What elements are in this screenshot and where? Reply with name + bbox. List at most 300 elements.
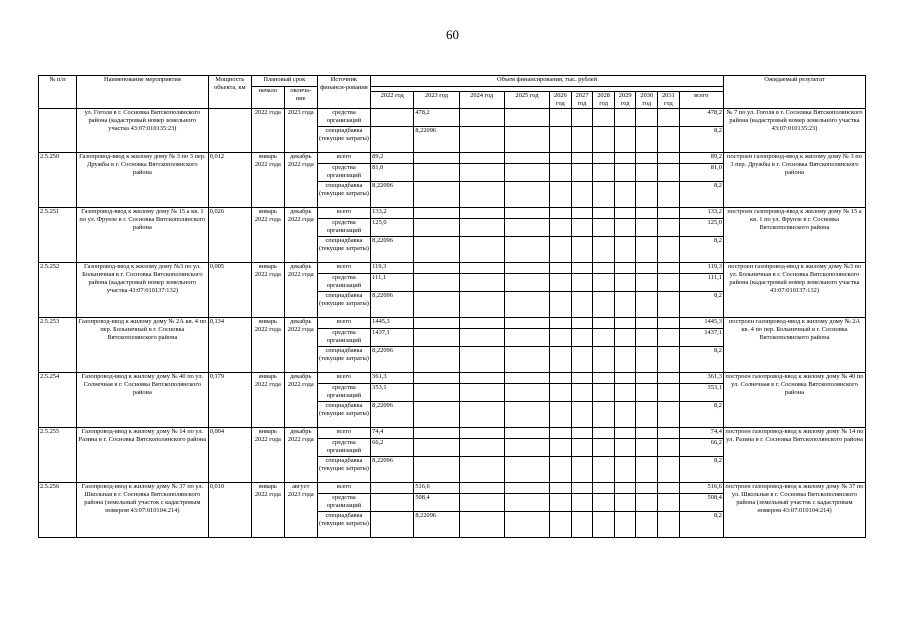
header-volume: Объем финансирования, тыс. рублей [371, 76, 724, 87]
header-name: Наименование мероприятия [77, 76, 209, 109]
row-name: Газопровод-ввод к жилому дому № 14 по ул. Разина в г. Сосновка Вятскополянского района [77, 428, 209, 483]
source-org: средства организаций [317, 439, 370, 457]
cell-2022 [371, 494, 414, 512]
row-start: январь 2022 года [251, 428, 284, 483]
cell-2030 [636, 237, 658, 263]
source-org: средства организаций [317, 274, 370, 292]
row-num: 2.5.253 [39, 318, 77, 373]
cell-2027 [571, 402, 593, 428]
block-result: № 7 по ул. Гоголя в г. Сосновка Вятскополянского района (кадастровый номер земельного участка 43:07:010135:23) [723, 109, 865, 153]
source-total: всего [317, 318, 370, 329]
cell-2026 [550, 153, 572, 164]
cell-2028 [593, 208, 615, 219]
cell-2030 [636, 439, 658, 457]
cell-2029 [614, 347, 636, 373]
cell-2022: 353,1 [371, 384, 414, 402]
cell-2023 [414, 274, 459, 292]
cell-2028 [593, 439, 615, 457]
cell-2025 [504, 263, 549, 274]
cell-2029 [614, 318, 636, 329]
cell-2028 [593, 402, 615, 428]
cell-2025 [504, 274, 549, 292]
source-org: средства организаций [317, 219, 370, 237]
cell-total: 8,2 [679, 457, 723, 483]
cell-2025 [504, 127, 549, 153]
cell-2022 [371, 127, 414, 153]
cell-total: 1445,3 [679, 318, 723, 329]
cell-2025 [504, 347, 549, 373]
cell-2029 [614, 512, 636, 538]
cell-2029 [614, 402, 636, 428]
cell-2031 [658, 182, 680, 208]
cell-2024 [459, 109, 504, 127]
cell-2025 [504, 153, 549, 164]
cell-2031 [658, 127, 680, 153]
cell-2025 [504, 237, 549, 263]
cell-2028 [593, 263, 615, 274]
financing-table [38, 75, 866, 538]
row-result: построен газопровод-ввод к жилому дому № 15 а кв. 1 по ул. Фрунзе в г. Сосновка Вятскополянского района [723, 208, 865, 263]
cell-2026 [550, 512, 572, 538]
cell-2026 [550, 329, 572, 347]
cell-2031 [658, 263, 680, 274]
source-spec: спецнадбавка (текущие затраты) [317, 182, 370, 208]
cell-2030 [636, 182, 658, 208]
row-start: январь 2022 года [251, 208, 284, 263]
cell-2024 [459, 182, 504, 208]
row-start: январь 2022 года [251, 373, 284, 428]
table-row [39, 318, 866, 329]
cell-2022: 119,3 [371, 263, 414, 274]
cell-2029 [614, 263, 636, 274]
source-total: всего [317, 263, 370, 274]
cell-2022: 8,22096 [371, 237, 414, 263]
row-end: август 2023 года [284, 483, 317, 538]
cell-2023 [414, 153, 459, 164]
cell-2026 [550, 274, 572, 292]
cell-2026 [550, 292, 572, 318]
row-start: январь 2022 года [251, 483, 284, 538]
cell-2031 [658, 318, 680, 329]
header-result: Ожидаемый результат [723, 76, 865, 109]
cell-2028 [593, 384, 615, 402]
header-year: 2031 год [658, 92, 680, 109]
cell-2029 [614, 208, 636, 219]
cell-total: 508,4 [679, 494, 723, 512]
cell-2029 [614, 373, 636, 384]
cell-2027 [571, 109, 593, 127]
cell-2028 [593, 237, 615, 263]
table-row [39, 263, 866, 274]
cell-2029 [614, 153, 636, 164]
cell-2025 [504, 208, 549, 219]
cell-2027 [571, 153, 593, 164]
cell-2025 [504, 182, 549, 208]
cell-2026 [550, 109, 572, 127]
source-spec: спецнадбавка (текущие затраты) [317, 402, 370, 428]
header-total: всего [679, 92, 723, 109]
cell-2023 [414, 347, 459, 373]
cell-2022: 133,2 [371, 208, 414, 219]
cell-2029 [614, 292, 636, 318]
source-spec: спецнадбавка (текущие затраты) [317, 512, 370, 538]
row-name: Газопровод-ввод к жилому дому № 2А кв. 4 по пер. Больничный в г. Сосновка Вятскополянского района [77, 318, 209, 373]
header-year: 2028 год [593, 92, 615, 109]
cell-2024 [459, 494, 504, 512]
row-name: Газопровод-ввод к жилому дому №3 по ул. Больничная в г. Сосновка Вятскополянского района (кадастровый номер земельного участка 43:07:010137:132) [77, 263, 209, 318]
row-capacity: 0,005 [208, 263, 251, 318]
cell-2031 [658, 164, 680, 182]
cell-2023 [414, 292, 459, 318]
cell-2023 [414, 329, 459, 347]
page-number: 60 [446, 27, 459, 42]
cell-2028 [593, 428, 615, 439]
cell-2022: 66,2 [371, 439, 414, 457]
cell-2028 [593, 318, 615, 329]
cell-2025 [504, 402, 549, 428]
cell-2029 [614, 219, 636, 237]
table-row [39, 208, 866, 219]
source-total: всего [317, 373, 370, 384]
cell-2031 [658, 457, 680, 483]
cell-2024 [459, 219, 504, 237]
cell-2024 [459, 263, 504, 274]
cell-2022: 125,0 [371, 219, 414, 237]
cell-2028 [593, 494, 615, 512]
cell-2024 [459, 237, 504, 263]
header-term-start: начало [251, 87, 284, 109]
cell-2031 [658, 109, 680, 127]
source-total: всего [317, 153, 370, 164]
cell-2028 [593, 347, 615, 373]
cell-2029 [614, 439, 636, 457]
cell-2023 [414, 402, 459, 428]
cell-2029 [614, 237, 636, 263]
block-capacity [208, 109, 251, 153]
cell-2029 [614, 457, 636, 483]
cell-2030 [636, 127, 658, 153]
cell-2030 [636, 153, 658, 164]
row-start: январь 2022 года [251, 263, 284, 318]
cell-total: 8,2 [679, 402, 723, 428]
cell-2031 [658, 347, 680, 373]
cell-2026 [550, 494, 572, 512]
cell-2031 [658, 402, 680, 428]
row-result: построен газопровод-ввод к жилому дому №3 по ул. Больничная в г. Сосновка Вятскополянского района (кадастровый номер земельного участка 43:07:010137:132) [723, 263, 865, 318]
cell-2027 [571, 384, 593, 402]
cell-2030 [636, 274, 658, 292]
row-name: Газопровод-ввод к жилому дому № 37 по ул. Школьная в г. Сосновка Вятскополянского района (земельный участок с кадастровым номером 43:07:010104:214) [77, 483, 209, 538]
cell-2022: 8,22096 [371, 182, 414, 208]
cell-2024 [459, 329, 504, 347]
source-org: средства организаций [317, 384, 370, 402]
header-year: 2023 год [414, 92, 459, 109]
cell-2024 [459, 164, 504, 182]
source-org: средства организаций [317, 329, 370, 347]
cell-2031 [658, 219, 680, 237]
cell-2027 [571, 483, 593, 494]
cell-2028 [593, 457, 615, 483]
cell-total: 8,2 [679, 347, 723, 373]
cell-2025 [504, 457, 549, 483]
cell-2031 [658, 512, 680, 538]
cell-2025 [504, 384, 549, 402]
cell-2031 [658, 494, 680, 512]
cell-2030 [636, 512, 658, 538]
cell-2025 [504, 329, 549, 347]
cell-2025 [504, 494, 549, 512]
cell-2030 [636, 109, 658, 127]
cell-2023 [414, 439, 459, 457]
cell-2027 [571, 219, 593, 237]
header-term: Плановый срок [251, 76, 317, 87]
cell-total: 111,1 [679, 274, 723, 292]
header-term-end: оконча-ние [284, 87, 317, 109]
cell-2026 [550, 439, 572, 457]
header-year: 2024 год [459, 92, 504, 109]
cell-2022 [371, 483, 414, 494]
source-spec: спецнадбавка (текущие затраты) [317, 457, 370, 483]
cell-2027 [571, 182, 593, 208]
source-spec: спецнадбавка (текущие затраты) [317, 127, 370, 153]
cell-total: 8,2 [679, 182, 723, 208]
source-org: средства организаций [317, 494, 370, 512]
cell-2027 [571, 373, 593, 384]
row-start: январь 2022 года [251, 153, 284, 208]
cell-2031 [658, 208, 680, 219]
row-name: Газопровод-ввод к жилому дому № 40 по ул. Солнечная в г. Сосновка Вятскополянского района [77, 373, 209, 428]
cell-2029 [614, 329, 636, 347]
row-num: 2.5.254 [39, 373, 77, 428]
cell-2025 [504, 164, 549, 182]
source-spec: спецнадбавка (текущие затраты) [317, 292, 370, 318]
cell-2022: 8,22096 [371, 402, 414, 428]
cell-2030 [636, 347, 658, 373]
cell-total: 353,1 [679, 384, 723, 402]
cell-2022: 81,0 [371, 164, 414, 182]
cell-2028 [593, 373, 615, 384]
cell-2030 [636, 164, 658, 182]
cell-2029 [614, 182, 636, 208]
cell-2023 [414, 263, 459, 274]
cell-2023 [414, 237, 459, 263]
table-row [39, 153, 866, 164]
cell-2027 [571, 164, 593, 182]
header-year: 2027 год [571, 92, 593, 109]
cell-2031 [658, 428, 680, 439]
row-name: Газопровод-ввод к жилому дому № 15 а кв. 1 по ул. Фрунзе в г. Сосновка Вятскополянского района [77, 208, 209, 263]
cell-2026 [550, 457, 572, 483]
cell-2027 [571, 428, 593, 439]
cell-2023 [414, 384, 459, 402]
row-capacity: 0,026 [208, 208, 251, 263]
cell-2031 [658, 329, 680, 347]
cell-2027 [571, 208, 593, 219]
cell-2027 [571, 457, 593, 483]
cell-2025 [504, 512, 549, 538]
cell-2024 [459, 127, 504, 153]
cell-2026 [550, 483, 572, 494]
cell-2022: 8,22096 [371, 292, 414, 318]
cell-2025 [504, 109, 549, 127]
cell-2023: 478,2 [414, 109, 459, 127]
row-result: построен газопровод-ввод к жилому дому № 2А кв. 4 по пер. Больничный в г. Сосновка Вятскополянского района [723, 318, 865, 373]
cell-2029 [614, 494, 636, 512]
cell-2031 [658, 237, 680, 263]
cell-2022 [371, 512, 414, 538]
cell-2028 [593, 153, 615, 164]
cell-2029 [614, 127, 636, 153]
cell-2030 [636, 329, 658, 347]
cell-2022: 1445,3 [371, 318, 414, 329]
cell-2030 [636, 384, 658, 402]
cell-2028 [593, 164, 615, 182]
cell-2022: 89,2 [371, 153, 414, 164]
source-spec: спецнадбавка (текущие затраты) [317, 237, 370, 263]
header-year: 2022 год [371, 92, 414, 109]
cell-2027 [571, 127, 593, 153]
cell-2026 [550, 373, 572, 384]
cell-total: 66,2 [679, 439, 723, 457]
cell-2027 [571, 237, 593, 263]
cell-2026 [550, 237, 572, 263]
cell-2023 [414, 208, 459, 219]
cell-2023 [414, 164, 459, 182]
cell-2027 [571, 512, 593, 538]
cell-2025 [504, 483, 549, 494]
cell-2023: 8,22096 [414, 127, 459, 153]
table-row [39, 373, 866, 384]
cell-2027 [571, 329, 593, 347]
source-total: всего [317, 483, 370, 494]
cell-2025 [504, 373, 549, 384]
source-org: средства организаций [317, 164, 370, 182]
cell-2023 [414, 318, 459, 329]
cell-2023 [414, 182, 459, 208]
cell-2030 [636, 483, 658, 494]
cell-2031 [658, 373, 680, 384]
cell-2027 [571, 347, 593, 373]
cell-2031 [658, 439, 680, 457]
cell-2023 [414, 373, 459, 384]
cell-2029 [614, 428, 636, 439]
cell-2025 [504, 439, 549, 457]
cell-2025 [504, 292, 549, 318]
cell-2024 [459, 483, 504, 494]
header-num: № п/п [39, 76, 77, 109]
cell-2026 [550, 127, 572, 153]
row-capacity: 0,010 [208, 483, 251, 538]
row-num: 2.5.251 [39, 208, 77, 263]
row-capacity: 0,004 [208, 428, 251, 483]
cell-2031 [658, 153, 680, 164]
source-total: всего [317, 428, 370, 439]
cell-2027 [571, 292, 593, 318]
table-row [39, 483, 866, 494]
cell-2024 [459, 402, 504, 428]
cell-2022 [371, 109, 414, 127]
cell-2024 [459, 428, 504, 439]
cell-total: 478,2 [679, 109, 723, 127]
header-year: 2026 год [550, 92, 572, 109]
header-year: 2025 год [504, 92, 549, 109]
cell-total: 81,0 [679, 164, 723, 182]
row-num: 2.5.250 [39, 153, 77, 208]
cell-2026 [550, 164, 572, 182]
cell-2029 [614, 274, 636, 292]
cell-2030 [636, 457, 658, 483]
cell-2025 [504, 219, 549, 237]
cell-2022: 361,3 [371, 373, 414, 384]
row-name: Газопровод-ввод к жилому дому № 3 по 3 пер. Дружбы в г. Сосновка Вятскополянского района [77, 153, 209, 208]
cell-2030 [636, 219, 658, 237]
cell-2030 [636, 428, 658, 439]
cell-2024 [459, 373, 504, 384]
cell-2027 [571, 274, 593, 292]
cell-2024 [459, 292, 504, 318]
cell-total: 8,2 [679, 292, 723, 318]
cell-2028 [593, 274, 615, 292]
cell-2030 [636, 494, 658, 512]
cell-2027 [571, 439, 593, 457]
row-num: 2.5.255 [39, 428, 77, 483]
cell-2025 [504, 318, 549, 329]
cell-2023: 516,6 [414, 483, 459, 494]
cell-2030 [636, 208, 658, 219]
row-end: декабрь 2022 года [284, 153, 317, 208]
row-end: декабрь 2022 года [284, 208, 317, 263]
cell-2028 [593, 483, 615, 494]
cell-2030 [636, 263, 658, 274]
cell-2024 [459, 208, 504, 219]
cell-2026 [550, 384, 572, 402]
cell-2031 [658, 384, 680, 402]
cell-2028 [593, 512, 615, 538]
cell-2024 [459, 384, 504, 402]
cell-total: 125,0 [679, 219, 723, 237]
cell-total: 89,2 [679, 153, 723, 164]
row-result: построен газопровод-ввод к жилому дому № 3 по 3 пер. Дружбы в г. Сосновка Вятскополянского района [723, 153, 865, 208]
row-num: 2.5.256 [39, 483, 77, 538]
header-year: 2029 год [614, 92, 636, 109]
cell-total: 8,2 [679, 237, 723, 263]
cell-2029 [614, 109, 636, 127]
row-end: декабрь 2022 года [284, 428, 317, 483]
cell-total: 74,4 [679, 428, 723, 439]
cell-2031 [658, 292, 680, 318]
cell-2029 [614, 384, 636, 402]
row-num: 2.5.252 [39, 263, 77, 318]
block-name: ул. Гоголя в г. Сосновка Вятскополянского района (кадастровый номер земельного участка 43:07:010135:23) [77, 109, 209, 153]
cell-2023: 508,4 [414, 494, 459, 512]
row-result: построен газопровод-ввод к жилому дому № 14 по ул. Разина в г. Сосновка Вятскополянского района [723, 428, 865, 483]
cell-total: 133,2 [679, 208, 723, 219]
row-capacity: 0,179 [208, 373, 251, 428]
row-end: декабрь 2022 года [284, 263, 317, 318]
table-row [39, 428, 866, 439]
cell-2027 [571, 318, 593, 329]
cell-2026 [550, 263, 572, 274]
cell-2028 [593, 182, 615, 208]
row-capacity: 0,012 [208, 153, 251, 208]
block-num [39, 109, 77, 153]
cell-2024 [459, 439, 504, 457]
cell-total: 1437,1 [679, 329, 723, 347]
cell-total: 8,2 [679, 512, 723, 538]
row-capacity: 0,134 [208, 318, 251, 373]
cell-total: 119,3 [679, 263, 723, 274]
cell-total: 8,2 [679, 127, 723, 153]
